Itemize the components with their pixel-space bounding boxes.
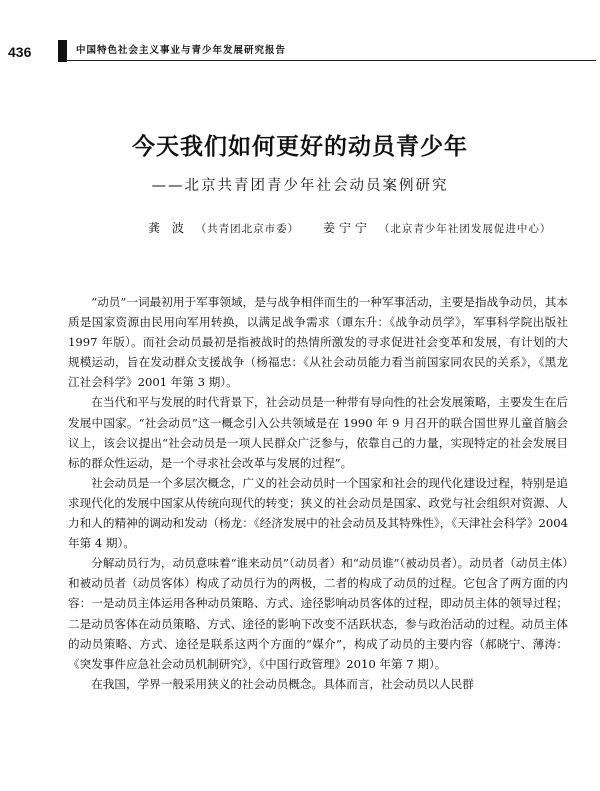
header-bar-decoration — [58, 40, 67, 62]
running-head: 中国特色社会主义事业与青少年发展研究报告 — [76, 45, 287, 56]
body-paragraph: 在当代和平与发展的时代背景下，社会动员是一种带有导向性的社会发展策略，主要发生在后发展中国家。“社会动员”这一概念引入公共领域是在 1990 年 9 月召开的联合国世界儿童首脑会议上，该会议提出“社会动员是一项人民群众广泛参与，依靠自己的力量，实现特定的社会发展目标的群众性运动，是一个寻求社会改革与发展的过程”。 — [68, 395, 568, 470]
author-name: 姜宁宁 — [322, 221, 371, 235]
body-paragraph: “动员”一词最初用于军事领域，是与战争相伴而生的一种军事活动，主要是指战争动员，其本质是国家资源由民用向军用转换，以满足战争需求（谭东升：《战争动员学》，军事科学院出版社 1997 年版）。而社会动员最初是指被战时的热情所激发的寻求促进社会变革和发展，有计划的大规模运动，旨在发动群众支援战争（杨福忠：《从社会动员能力看当前国家同农民的关系》，《黑龙江社会科学》2001 年第 3 期）。 — [68, 295, 568, 390]
author-1 — [148, 219, 299, 236]
body-paragraph: 分解动员行为，动员意味着“谁来动员”（动员者）和“动员谁”（被动员者）。动员者（动员主体）和被动员者（动员客体）构成了动员行为的两极，二者的构成了动员的过程。它包含了两方面的内容：一是动员主体运用各种动员策略、方式、途径影响动员客体的过程，即动员主体的领导过程；二是动员客体在动员策略、方式、途径的影响下改变不活跃状态，参与政治活动的过程。动员主体的动员策略、方式、途径是联系这两个方面的“媒介”，构成了动员的主要内容（郝晓宁、薄涛：《突发事件应急社会动员机制研究》，《中国行政管理》2010 年第 7 期）。 — [68, 556, 568, 671]
author-name: 龚 波 — [148, 221, 188, 235]
author-2 — [323, 219, 551, 236]
page-number: 436 — [8, 44, 32, 60]
page-header — [4, 40, 594, 74]
body-paragraph: 社会动员是一个多层次概念，广义的社会动员时一个国家和社会的现代化建设过程，特别是追求现代化的发展中国家从传统向现代的转变；狭义的社会动员是国家、政党与社会组织对资源、人力和人的精神的调动和发动（杨龙：《经济发展中的社会动员及其特殊性》，《天津社会科学》2004 年第 4 期）。 — [68, 475, 568, 551]
author-affiliation: （共青团北京市委） — [195, 223, 300, 235]
article-title: 今天我们如何更好的动员青少年 — [132, 134, 468, 160]
article-subtitle: ——北京共青团青少年社会动员案例研究 — [151, 178, 449, 194]
author-line — [148, 219, 588, 236]
body-paragraph: 在我国，学界一般采用狭义的社会动员概念。具体而言，社会动员以人民群 — [91, 676, 474, 691]
header-rule — [66, 60, 596, 61]
article-body — [68, 292, 568, 694]
author-affiliation: （北京青少年社团发展促进中心） — [378, 223, 552, 235]
